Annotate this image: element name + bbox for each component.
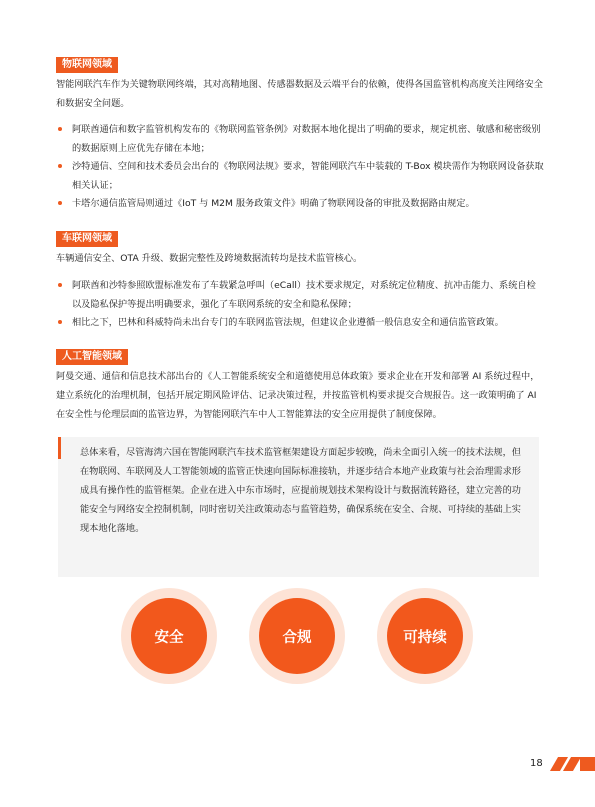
section-tag-iot: 物联网领域 (56, 57, 118, 73)
summary-accent-bar (58, 437, 61, 459)
bullet-text: 阿联酋通信和数字监管机构发布的《物联网监管条例》对数据本地化提出了明确的要求，规定机密、敏感和秘密级别的数据原则上应优先存储在本地； (72, 124, 541, 154)
bullet-text: 沙特通信、空间和技术委员会出台的《物联网法规》要求，智能网联汽车中装载的 T-Box 模块需作为物联网设备获取相关认证； (72, 161, 544, 191)
bullet-dot-icon (58, 283, 62, 287)
section-intro-v2x: 车辆通信安全、OTA 升级、数据完整性及跨境数据流转均是技术监管核心。 (56, 253, 363, 264)
section-intro-ai: 阿曼交通、通信和信息技术部出台的《人工智能系统安全和道德使用总体政策》要求企业在开发和部署 AI 系统过程中，建立系统化的治理机制，包括开展定期风险评估、记录决策过程，并按监管机构要求提交合规报告。这一政策明确了 AI 在安全性与伦理层面的监管边界，为智能网联汽车中人工智能算法的安全应用提供了制度保障。 (56, 371, 540, 420)
section-intro-iot: 智能网联汽车作为关键物联网终端，其对高精地图、传感器数据及云端平台的依赖，使得各国监管机构高度关注网络安全和数据安全问题。 (56, 79, 543, 109)
section-tag-v2x: 车联网领域 (56, 231, 118, 247)
bullet-dot-icon (58, 164, 62, 168)
pillar-label: 合规 (259, 598, 335, 674)
pillar-safety (121, 588, 217, 684)
bullet-item (56, 120, 544, 158)
bullet-text: 阿联酋和沙特参照欧盟标准发布了车载紧急呼叫（eCall）技术要求规定，对系统定位精度、抗冲击能力、系统自检以及隐私保护等提出明确要求，强化了车联网系统的安全和隐私保障； (72, 280, 536, 310)
section-tag-ai: 人工智能领域 (56, 349, 128, 365)
pillar-compliance (249, 588, 345, 684)
page-number: 18 (530, 758, 543, 769)
bullet-dot-icon (58, 127, 62, 131)
pillar-label: 可持续 (387, 598, 463, 674)
bullet-item (56, 157, 544, 195)
bullet-dot-icon (58, 201, 62, 205)
bullet-item (56, 194, 544, 213)
bullet-dot-icon (58, 320, 62, 324)
pillar-sustainability (377, 588, 473, 684)
bullet-item (56, 313, 544, 332)
bullet-item (56, 276, 544, 314)
bullet-text: 卡塔尔通信监管局则通过《IoT 与 M2M 服务政策文件》明确了物联网设备的审批及数据路由规定。 (72, 198, 475, 209)
pillar-label: 安全 (131, 598, 207, 674)
summary-box (58, 437, 539, 577)
footer-stripe-icon (580, 757, 595, 771)
summary-text: 总体来看，尽管海湾六国在智能网联汽车技术监管框架建设方面起步较晚，尚未全面引入统一的技术法规，但在物联网、车联网及人工智能领域的监管正快速向国际标准接轨，并逐步结合本地产业政策与社会治理需求形成具有操作性的监管框架。企业在进入中东市场时，应提前规划技术架构设计与数据流转路径，建立完善的功能安全与网络安全控制机制，同时密切关注政策动态与监管趋势，确保系统在安全、合规、可持续的基础上实现本地化落地。 (80, 447, 521, 534)
bullet-text: 相比之下，巴林和科威特尚未出台专门的车联网监管法规，但建议企业遵循一般信息安全和通信监管政策。 (72, 317, 504, 328)
